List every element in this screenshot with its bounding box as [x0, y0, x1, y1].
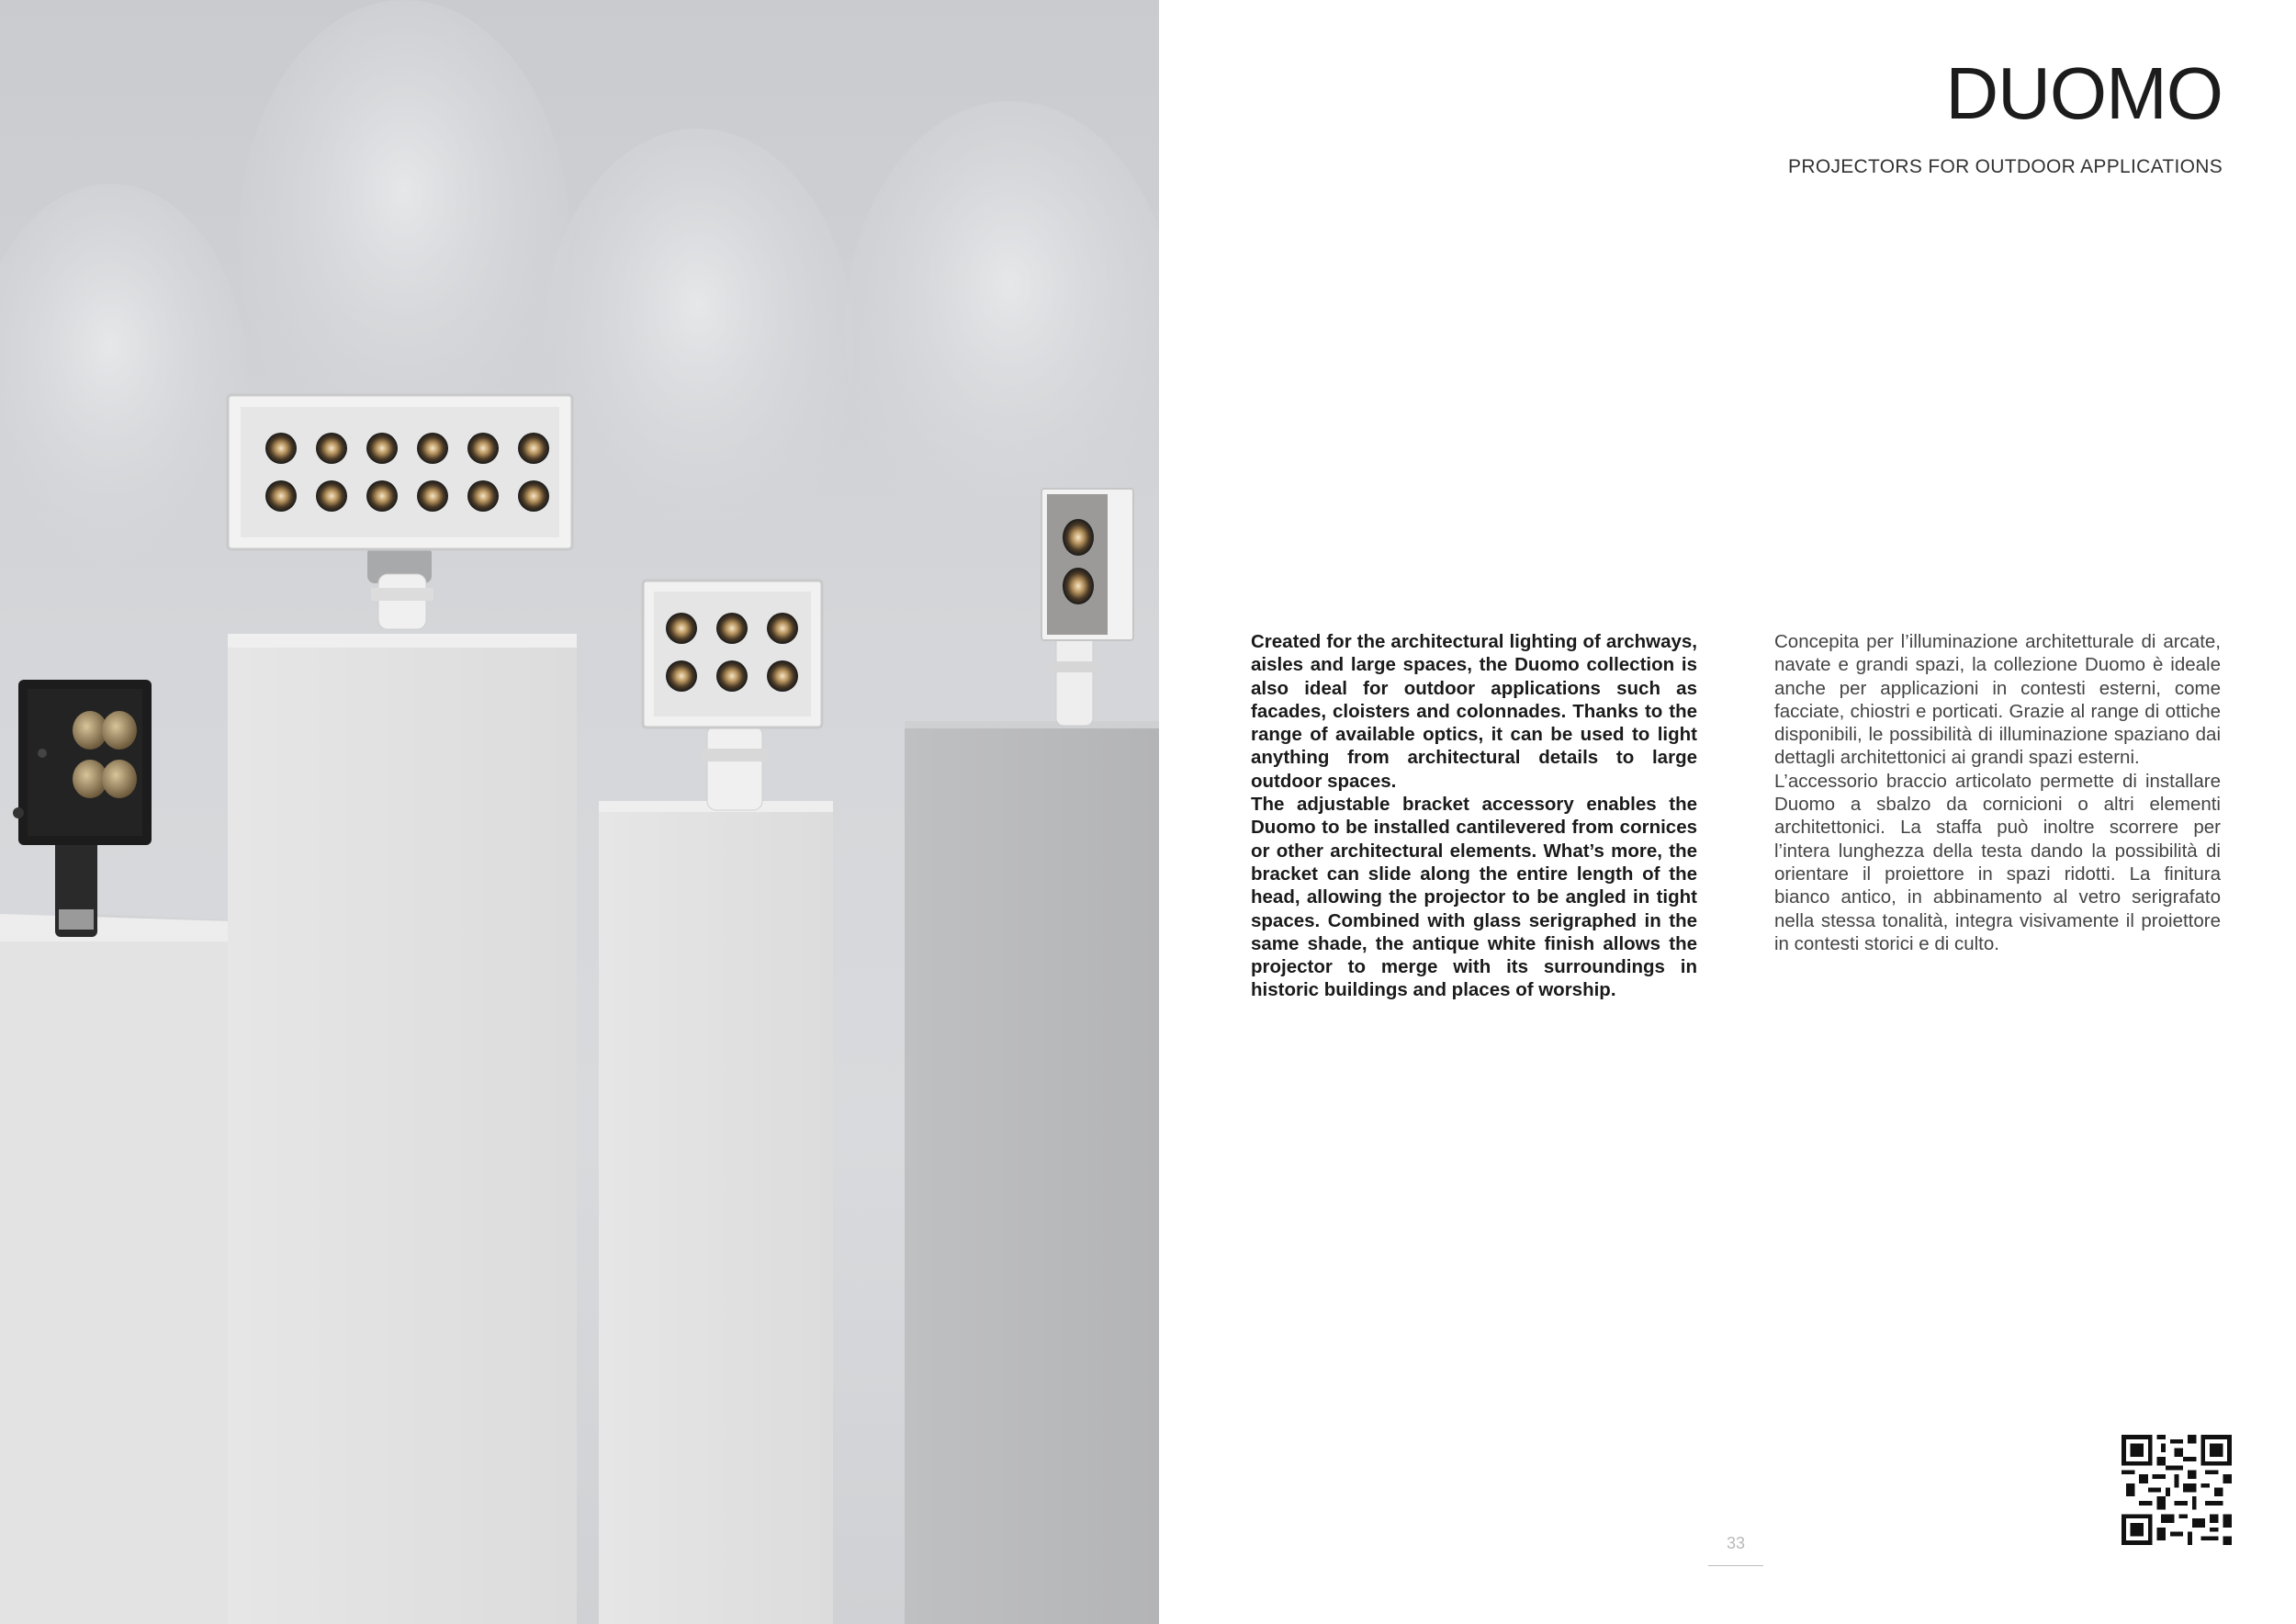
- description-english: [1251, 630, 1697, 1002]
- white-projector-2: [1041, 489, 1133, 726]
- description-italian: [1774, 630, 2221, 955]
- qr-code-icon[interactable]: [2122, 1435, 2232, 1545]
- paragraph-en-1: Created for the architectural lighting of archways, aisles and large spaces, the Duomo collection is also ideal for outdoor applications such as facades, cloisters and colonnades. Thanks to the range of available optics, it can be used to light anything from architectural details to large outdoor spaces.: [1251, 631, 1697, 792]
- white-projector-6: [643, 581, 822, 810]
- page-subtitle: PROJECTORS FOR OUTDOOR APPLICATIONS: [1788, 156, 2223, 177]
- paragraph-en-2: The adjustable bracket accessory enables the Duomo to be installed cantilevered from cornices or other architectural elements. What’s more, the bracket can slide along the entire length of the head, allowing the projector to be angled in tight spaces. Combined with glass serigraphed in the same shade, the antique white finish allows the projector to merge with its surroundings in historic buildings and places of worship.: [1251, 794, 1697, 1001]
- page-number: 33: [1726, 1534, 1746, 1552]
- black-projector: [13, 680, 152, 937]
- paragraph-it-2: L’accessorio braccio articolato permette di installare Duomo a sbalzo da cornicioni o altri elementi architettonici. La staffa può inoltre scorrere per l’intera lunghezza della testa dando la possibilità di orientare il proiettore in spazi ridotti. La finitura bianco antico, in abbinamento al vetro serigrafato nella stessa tonalità, integra visivamente il proiettore in contesti storici e di culto.: [1774, 770, 2221, 954]
- page-title: DUOMO: [1945, 52, 2223, 134]
- page-number-rule: [1708, 1565, 1763, 1566]
- white-projector-12: [228, 395, 572, 629]
- paragraph-it-1: Concepita per l’illuminazione architetturale di arcate, navate e grandi spazi, la collezione Duomo è ideale anche per applicazioni in contesti esterni, come facciate, chiostri e porticati. Grazie al range di ottiche disponibili, le possibilità di illuminazione spaziano dai dettagli architettonici ai grandi spazi esterni.: [1774, 631, 2221, 769]
